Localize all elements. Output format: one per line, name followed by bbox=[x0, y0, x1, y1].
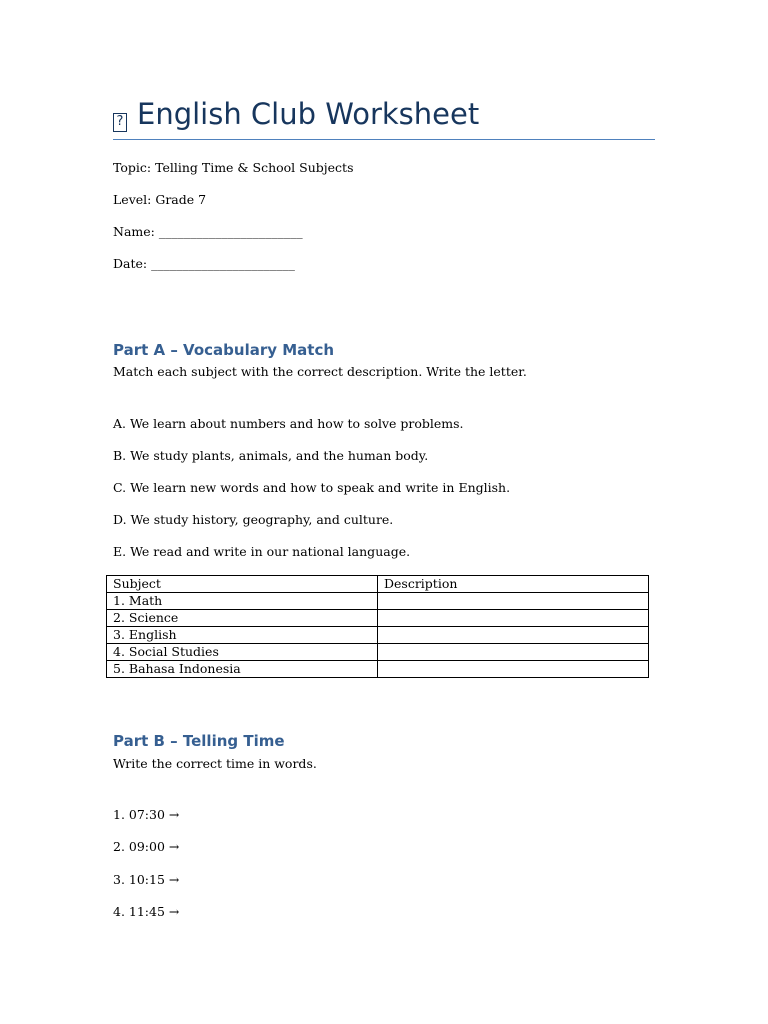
part-b-instruction: Write the correct time in words. bbox=[113, 756, 317, 771]
table-cell-description[interactable] bbox=[378, 593, 649, 610]
option-b: B. We study plants, animals, and the human body. bbox=[113, 448, 429, 463]
table-cell-subject: 1. Math bbox=[107, 593, 378, 610]
table-row bbox=[107, 661, 649, 678]
table-row bbox=[107, 610, 649, 627]
table-header-subject: Subject bbox=[107, 576, 378, 593]
vocabulary-match-table bbox=[106, 575, 649, 678]
topic-line: Topic: Telling Time & School Subjects bbox=[113, 160, 354, 175]
table-header-description: Description bbox=[378, 576, 649, 593]
table-cell-description[interactable] bbox=[378, 661, 649, 678]
name-field-line: Name: _______________________ bbox=[113, 224, 303, 239]
part-b-heading: Part B – Telling Time bbox=[113, 732, 285, 750]
part-a-heading: Part A – Vocabulary Match bbox=[113, 341, 335, 359]
table-cell-subject: 4. Social Studies bbox=[107, 644, 378, 661]
time-item-2: 2. 09:00 → bbox=[113, 839, 180, 854]
time-item-4: 4. 11:45 → bbox=[113, 904, 180, 919]
table-cell-description[interactable] bbox=[378, 644, 649, 661]
option-a: A. We learn about numbers and how to solve problems. bbox=[113, 416, 464, 431]
option-d: D. We study history, geography, and culture. bbox=[113, 512, 394, 527]
time-item-3: 3. 10:15 → bbox=[113, 872, 180, 887]
table-cell-subject: 2. Science bbox=[107, 610, 378, 627]
table-cell-subject: 5. Bahasa Indonesia bbox=[107, 661, 378, 678]
table-row bbox=[107, 593, 649, 610]
time-item-1: 1. 07:30 → bbox=[113, 807, 180, 822]
table-cell-description[interactable] bbox=[378, 627, 649, 644]
table-header-row bbox=[107, 576, 649, 593]
option-c: C. We learn new words and how to speak and write in English. bbox=[113, 480, 511, 495]
option-e: E. We read and write in our national language. bbox=[113, 544, 411, 559]
level-line: Level: Grade 7 bbox=[113, 192, 207, 207]
title-text: English Club Worksheet bbox=[137, 97, 480, 131]
part-a-instruction: Match each subject with the correct description. Write the letter. bbox=[113, 364, 527, 379]
table-cell-description[interactable] bbox=[378, 610, 649, 627]
date-field-line: Date: _______________________ bbox=[113, 256, 295, 271]
table-row bbox=[107, 627, 649, 644]
title-underline bbox=[113, 139, 655, 140]
missing-glyph-icon: ? bbox=[113, 113, 127, 132]
table-cell-subject: 3. English bbox=[107, 627, 378, 644]
table-row bbox=[107, 644, 649, 661]
page-title bbox=[113, 94, 655, 134]
